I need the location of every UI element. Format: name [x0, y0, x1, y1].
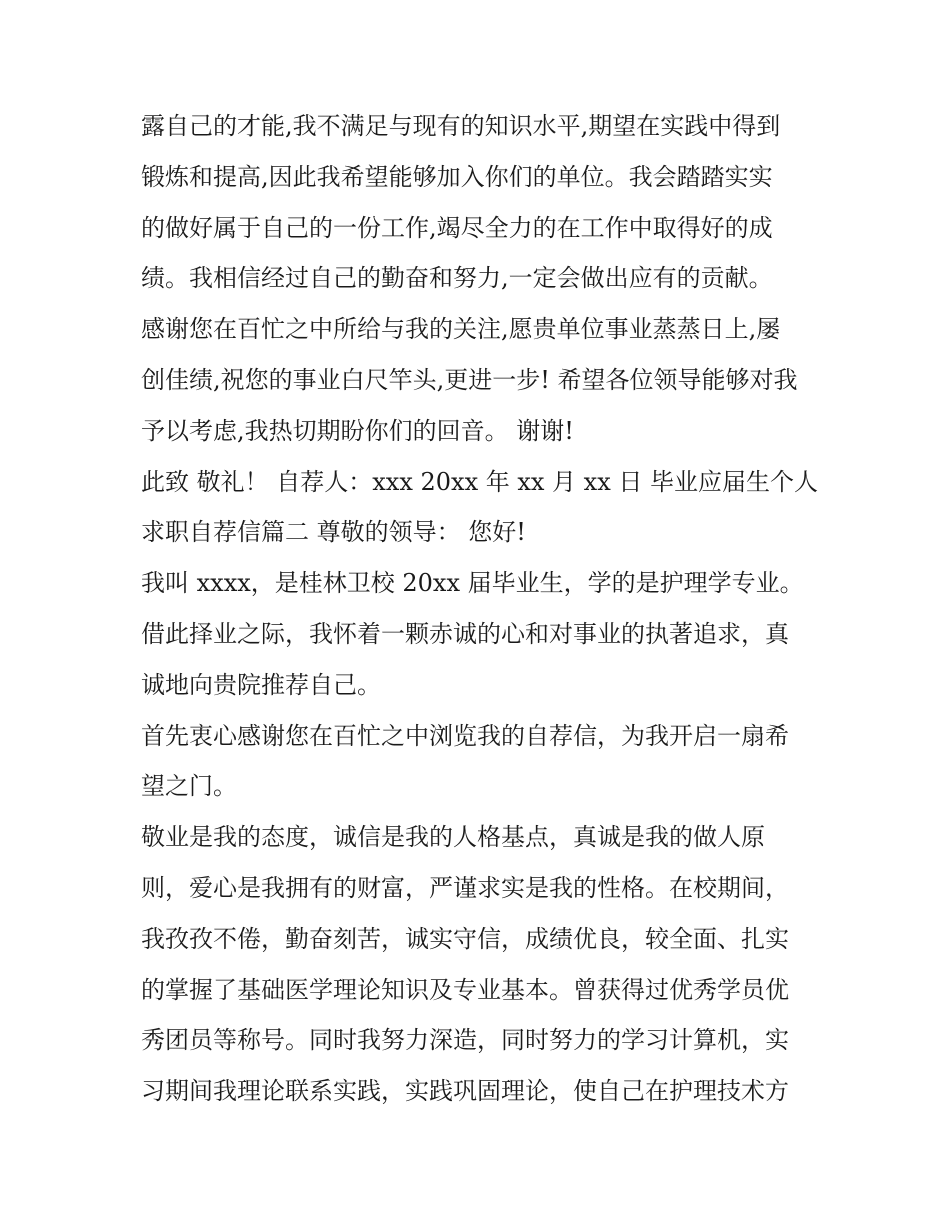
text-line: 习期间我理论联系实践，实践巩固理论，使自己在护理技术方	[141, 1077, 789, 1106]
text-line: 的掌握了基础医学理论知识及专业基本。曾获得过优秀学员优	[141, 975, 789, 1004]
text-line: 的做好属于自己的一份工作,竭尽全力的在工作中取得好的成	[141, 213, 773, 242]
text-line: 我叫 xxxx，是桂林卫校 20xx 届毕业生，学的是护理学专业。	[141, 569, 804, 598]
text-line: 借此择业之际，我怀着一颗赤诚的心和对事业的执著追求，真	[141, 619, 789, 648]
text-line: 首先衷心感谢您在百忙之中浏览我的自荐信，为我开启一扇希	[141, 721, 789, 750]
text-line: 则，爱心是我拥有的财富，严谨求实是我的性格。在校期间，	[141, 873, 789, 902]
text-line: 创佳绩,祝您的事业白尺竿头,更进一步! 希望各位领导能够对我	[141, 365, 798, 394]
text-line: 敬业是我的态度，诚信是我的人格基点，真诚是我的做人原	[141, 823, 765, 852]
text-line: 露自己的才能,我不满足与现有的知识水平,期望在实践中得到	[141, 112, 781, 140]
text-line: 诚地向贵院推荐自己。	[141, 670, 381, 699]
text-line: 锻炼和提高,因此我希望能够加入你们的单位。我会踏踏实实	[141, 162, 773, 191]
text-line: 感谢您在百忙之中所给与我的关注,愿贵单位事业蒸蒸日上,屡	[141, 315, 781, 344]
document-body	[141, 101, 831, 1117]
text-line: 求职自荐信篇二 尊敬的领导： 您好!	[141, 518, 526, 547]
text-line: 秀团员等称号。同时我努力深造，同时努力的学习计算机，实	[141, 1026, 789, 1055]
text-line: 绩。我相信经过自己的勤奋和努力,一定会做出应有的贡献。	[141, 264, 773, 293]
text-line: 予以考虑,我热切期盼你们的回音。 谢谢!	[141, 416, 574, 445]
text-line: 此致 敬礼！ 自荐人：xxx 20xx 年 xx 月 xx 日 毕业应届生个人	[141, 467, 819, 496]
text-line: 我孜孜不倦，勤奋刻苦，诚实守信，成绩优良，较全面、扎实	[141, 924, 789, 953]
text-line: 望之门。	[141, 772, 237, 801]
